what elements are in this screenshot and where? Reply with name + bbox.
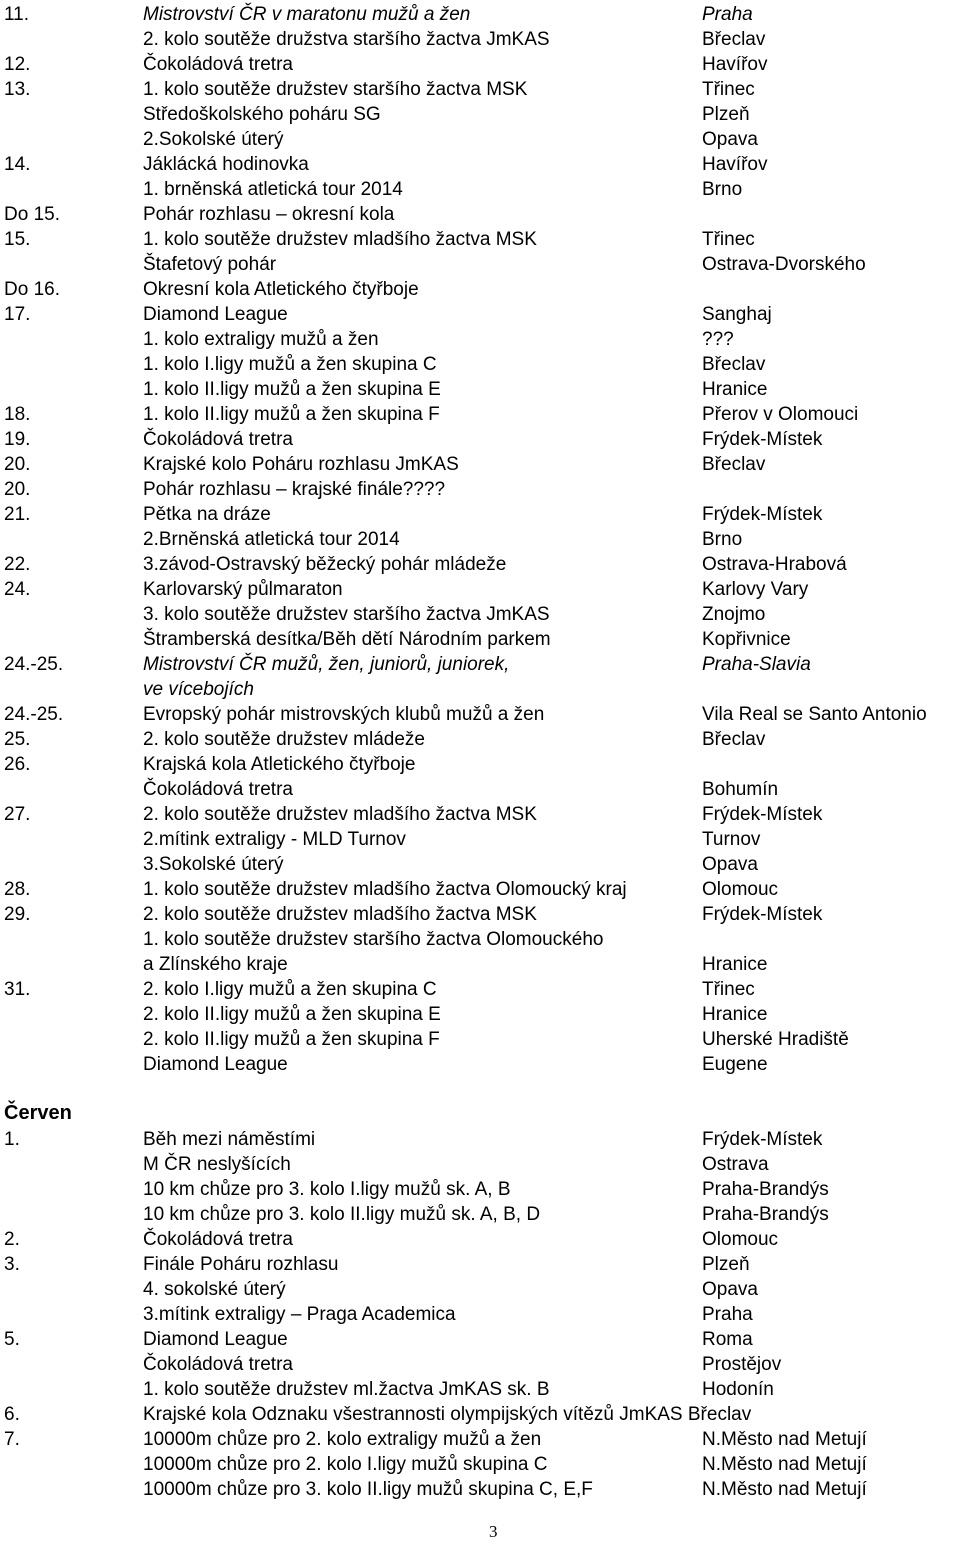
schedule-row (0, 27, 960, 52)
event-place: Prostějov (702, 1354, 782, 1375)
event-name: Čokoládová tretra (143, 779, 293, 800)
event-date: 24.-25. (4, 704, 64, 725)
event-name: Krajské kolo Poháru rozhlasu JmKAS (143, 454, 459, 475)
event-name: Evropský pohár mistrovských klubů mužů a žen (143, 704, 545, 725)
schedule-row (0, 602, 960, 627)
event-name: 2. kolo soutěže družstev mladšího žactva MSK (143, 804, 537, 825)
schedule-row (0, 102, 960, 127)
schedule-row (0, 1177, 960, 1202)
event-date: 14. (4, 154, 31, 175)
event-place: N.Město nad Metují (702, 1454, 867, 1475)
schedule-row (0, 1277, 960, 1302)
schedule-row (0, 77, 960, 102)
event-name: Středoškolského poháru SG (143, 104, 381, 125)
schedule-row (0, 1302, 960, 1327)
event-place: Třinec (702, 79, 755, 100)
event-name: 10000m chůze pro 2. kolo I.ligy mužů skupina C (143, 1454, 548, 1475)
event-place: Břeclav (702, 729, 766, 750)
event-name: 10 km chůze pro 3. kolo II.ligy mužů sk. A, B, D (143, 1204, 541, 1225)
schedule-row (0, 777, 960, 802)
event-place: Hranice (702, 1004, 768, 1025)
event-place: Znojmo (702, 604, 766, 625)
event-name: Čokoládová tretra (143, 1229, 293, 1250)
event-place: Vila Real se Santo Antonio (702, 704, 927, 725)
event-name: 1. kolo soutěže družstev staršího žactva MSK (143, 79, 528, 100)
event-name: Mistrovství ČR v maratonu mužů a žen (143, 4, 471, 25)
event-name: 1. kolo extraligy mužů a žen (143, 329, 379, 350)
event-date: 2. (4, 1229, 20, 1250)
schedule-row (0, 1452, 960, 1477)
event-name: M ČR neslyšících (143, 1154, 291, 1175)
schedule-row (0, 627, 960, 652)
schedule-row (0, 427, 960, 452)
event-name: Diamond League (143, 1054, 288, 1075)
event-name: Štafetový pohár (143, 254, 277, 275)
event-date: 1. (4, 1129, 20, 1150)
event-name: 2. kolo II.ligy mužů a žen skupina E (143, 1004, 441, 1025)
page-number: 3 (489, 1522, 498, 1541)
event-place: Brno (702, 179, 743, 200)
event-name: 3.závod-Ostravský běžecký pohár mládeže (143, 554, 507, 575)
schedule-row (0, 802, 960, 827)
event-place: Opava (702, 854, 758, 875)
event-place: Turnov (702, 829, 761, 850)
event-name: Štramberská desítka/Běh dětí Národním parkem (143, 629, 551, 650)
event-place: Eugene (702, 1054, 768, 1075)
event-place: Plzeň (702, 1254, 750, 1275)
event-place: Plzeň (702, 104, 750, 125)
schedule-row (0, 1052, 960, 1077)
event-place: Břeclav (702, 454, 766, 475)
schedule-row (0, 902, 960, 927)
schedule-row (0, 827, 960, 852)
event-name: Krajské kola Odznaku všestrannosti olympijských vítězů JmKAS Břeclav (143, 1404, 752, 1425)
event-name: Diamond League (143, 1329, 288, 1350)
event-place: Olomouc (702, 879, 779, 900)
event-date: 3. (4, 1254, 20, 1275)
event-place: Roma (702, 1329, 753, 1350)
schedule-row (0, 177, 960, 202)
schedule-row (0, 1477, 960, 1502)
event-name: Pohár rozhlasu – krajské finále???? (143, 479, 446, 500)
schedule-row (0, 352, 960, 377)
month-heading-june: Červen (4, 1102, 72, 1124)
event-date: 11. (4, 4, 30, 25)
event-place: Hranice (702, 954, 768, 975)
event-place: Třinec (702, 979, 755, 1000)
event-date: Do 15. (4, 204, 60, 225)
schedule-row (0, 1427, 960, 1452)
schedule-row (0, 52, 960, 77)
schedule-row (0, 127, 960, 152)
event-place: Praha-Brandýs (702, 1204, 829, 1225)
schedule-row (0, 552, 960, 577)
event-place: Frýdek-Místek (702, 804, 823, 825)
event-place: Praha-Brandýs (702, 1179, 829, 1200)
event-date: 24.-25. (4, 654, 64, 675)
event-name: Karlovarský půlmaraton (143, 579, 343, 600)
event-place: Frýdek-Místek (702, 504, 823, 525)
event-date: 6. (4, 1404, 20, 1425)
event-name: Finále Poháru rozhlasu (143, 1254, 339, 1275)
event-date: 18. (4, 404, 31, 425)
event-name: 2.mítink extraligy - MLD Turnov (143, 829, 406, 850)
schedule-row (0, 952, 960, 977)
event-date: 15. (4, 229, 31, 250)
schedule-row (0, 152, 960, 177)
schedule-row (0, 2, 960, 27)
schedule-row (0, 652, 960, 677)
event-place: Ostrava-Dvorského (702, 254, 866, 275)
event-date: 13. (4, 79, 31, 100)
event-name: 3.Sokolské úterý (143, 854, 284, 875)
event-name: 10000m chůze pro 3. kolo II.ligy mužů skupina C, E,F (143, 1479, 593, 1500)
schedule-row (0, 302, 960, 327)
event-place: Frýdek-Místek (702, 1129, 823, 1150)
event-name: 1. brněnská atletická tour 2014 (143, 179, 403, 200)
event-place: Praha-Slavia (702, 654, 811, 675)
event-date: 31. (4, 979, 31, 1000)
event-name: Pětka na dráze (143, 504, 271, 525)
event-name: Čokoládová tretra (143, 429, 293, 450)
event-place: Hodonín (702, 1379, 774, 1400)
event-name: Okresní kola Atletického čtyřboje (143, 279, 419, 300)
event-name: 2. kolo II.ligy mužů a žen skupina F (143, 1029, 440, 1050)
event-place: Sanghaj (702, 304, 772, 325)
schedule-row (0, 1402, 960, 1427)
event-name: 2.Sokolské úterý (143, 129, 284, 150)
event-place: Břeclav (702, 29, 766, 50)
schedule-row (0, 1252, 960, 1277)
event-date: 20. (4, 454, 31, 475)
schedule-row (0, 877, 960, 902)
event-name: 1. kolo II.ligy mužů a žen skupina E (143, 379, 441, 400)
event-name: 2. kolo soutěže družstev mladšího žactva MSK (143, 904, 537, 925)
event-date: 7. (4, 1429, 20, 1450)
event-name: 10 km chůze pro 3. kolo I.ligy mužů sk. A, B (143, 1179, 511, 1200)
event-place: Ostrava (702, 1154, 769, 1175)
event-date: Do 16. (4, 279, 60, 300)
event-name: Pohár rozhlasu – okresní kola (143, 204, 395, 225)
schedule-row (0, 402, 960, 427)
event-date: 25. (4, 729, 31, 750)
event-place: Havířov (702, 54, 768, 75)
event-place: Praha (702, 4, 753, 25)
schedule-row (0, 927, 960, 952)
event-date: 27. (4, 804, 31, 825)
event-name: Diamond League (143, 304, 288, 325)
event-date: 12. (4, 54, 31, 75)
event-name: 1. kolo soutěže družstev mladšího žactva MSK (143, 229, 537, 250)
event-name: 1. kolo I.ligy mužů a žen skupina C (143, 354, 437, 375)
schedule-row (0, 1152, 960, 1177)
event-name: 3.mítink extraligy – Praga Academica (143, 1304, 456, 1325)
schedule-row (0, 977, 960, 1002)
schedule-row (0, 577, 960, 602)
event-date: 5. (4, 1329, 20, 1350)
event-place: Opava (702, 129, 758, 150)
event-place: Praha (702, 1304, 753, 1325)
event-place: Kopřivnice (702, 629, 791, 650)
event-date: 19. (4, 429, 31, 450)
event-date: 21. (4, 504, 31, 525)
event-place: Třinec (702, 229, 755, 250)
schedule-row (0, 702, 960, 727)
event-name: 1. kolo II.ligy mužů a žen skupina F (143, 404, 440, 425)
event-date: 22. (4, 554, 31, 575)
event-place: Havířov (702, 154, 768, 175)
event-place: Frýdek-Místek (702, 429, 823, 450)
schedule-row (0, 202, 960, 227)
event-date: 17. (4, 304, 31, 325)
schedule-row (0, 502, 960, 527)
schedule-row (0, 1352, 960, 1377)
event-name: Jáklácká hodinovka (143, 154, 309, 175)
schedule-row (0, 277, 960, 302)
event-date: 20. (4, 479, 31, 500)
event-name: Běh mezi náměstími (143, 1129, 316, 1150)
schedule-row (0, 377, 960, 402)
event-place: N.Město nad Metují (702, 1479, 867, 1500)
event-place: Olomouc (702, 1229, 779, 1250)
event-place: Karlovy Vary (702, 579, 809, 600)
event-name: Čokoládová tretra (143, 1354, 293, 1375)
schedule-row (0, 852, 960, 877)
event-place: ??? (702, 329, 734, 350)
event-place: Frýdek-Místek (702, 904, 823, 925)
event-name: a Zlínského kraje (143, 954, 288, 975)
event-place: Uherské Hradiště (702, 1029, 849, 1050)
event-place: Přerov v Olomouci (702, 404, 859, 425)
event-place: Opava (702, 1279, 758, 1300)
event-date: 24. (4, 579, 31, 600)
event-date: 29. (4, 904, 31, 925)
schedule-row (0, 1002, 960, 1027)
event-name: 1. kolo soutěže družstev ml.žactva JmKAS sk. B (143, 1379, 550, 1400)
schedule-row (0, 477, 960, 502)
schedule-row (0, 1227, 960, 1252)
schedule-row (0, 1377, 960, 1402)
event-name: 1. kolo soutěže družstev mladšího žactva Olomoucký kraj (143, 879, 627, 900)
event-place: Ostrava-Hrabová (702, 554, 847, 575)
event-place: Brno (702, 529, 743, 550)
schedule-row (0, 252, 960, 277)
event-date: 28. (4, 879, 31, 900)
event-place: Břeclav (702, 354, 766, 375)
event-name: 1. kolo soutěže družstev staršího žactva Olomouckého (143, 929, 604, 950)
event-name: 2. kolo soutěže družstva staršího žactva JmKAS (143, 29, 550, 50)
schedule-row (0, 727, 960, 752)
event-name: 4. sokolské úterý (143, 1279, 286, 1300)
schedule-row (0, 527, 960, 552)
schedule-row (0, 1027, 960, 1052)
event-name: 2. kolo I.ligy mužů a žen skupina C (143, 979, 437, 1000)
event-place: Hranice (702, 379, 768, 400)
schedule-row (0, 677, 960, 702)
event-name: 2. kolo soutěže družstev mládeže (143, 729, 425, 750)
event-name: 10000m chůze pro 2. kolo extraligy mužů a žen (143, 1429, 542, 1450)
event-name: 2.Brněnská atletická tour 2014 (143, 529, 400, 550)
event-name: ve vícebojích (143, 679, 254, 700)
schedule-row (0, 452, 960, 477)
event-date: 26. (4, 754, 31, 775)
event-name: Mistrovství ČR mužů, žen, juniorů, juniorek, (143, 654, 510, 675)
schedule-row (0, 752, 960, 777)
event-place: N.Město nad Metují (702, 1429, 867, 1450)
event-name: Krajská kola Atletického čtyřboje (143, 754, 416, 775)
schedule-row (0, 227, 960, 252)
schedule-row (0, 1327, 960, 1352)
schedule-row (0, 1127, 960, 1152)
event-name: 3. kolo soutěže družstev staršího žactva JmKAS (143, 604, 550, 625)
schedule-row (0, 327, 960, 352)
event-place: Bohumín (702, 779, 779, 800)
event-name: Čokoládová tretra (143, 54, 293, 75)
schedule-row (0, 1202, 960, 1227)
